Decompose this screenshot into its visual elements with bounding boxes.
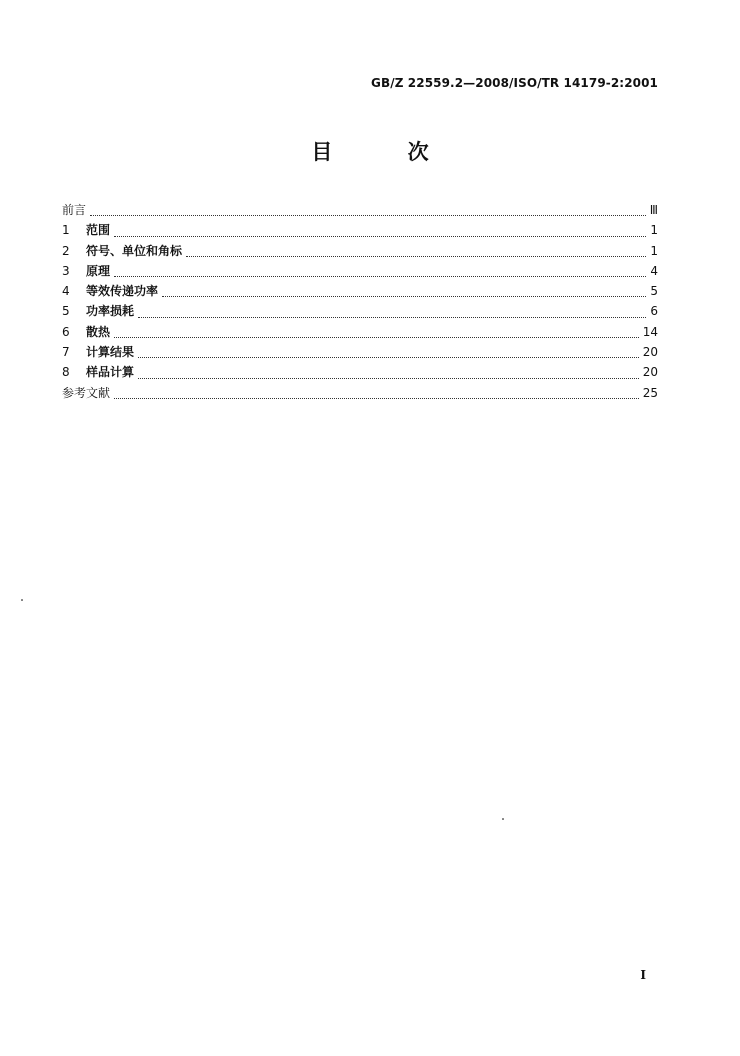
toc-entry[interactable] — [62, 301, 658, 321]
toc-leader-dots — [138, 378, 639, 379]
toc-leader-dots — [114, 337, 639, 338]
toc-leader-dots — [114, 398, 639, 399]
toc-leader-dots — [90, 215, 646, 216]
toc-entry-page: 4 — [650, 263, 658, 278]
toc-entry-page: 1 — [650, 243, 658, 258]
toc-entry[interactable] — [62, 281, 658, 301]
toc-entry-page: 1 — [650, 223, 658, 238]
toc-entry-number: 8 — [62, 365, 70, 380]
toc-entry-page: 6 — [650, 304, 658, 319]
scan-speck — [21, 599, 23, 601]
toc-entry-label: 计算结果 — [86, 345, 135, 360]
toc-entry-number: 3 — [62, 263, 70, 278]
table-of-contents — [62, 200, 658, 403]
scan-speck — [502, 818, 504, 820]
toc-entry-label: 范围 — [86, 223, 111, 238]
toc-entry-number: 4 — [62, 284, 70, 299]
toc-entry[interactable] — [62, 261, 658, 281]
toc-entry-page: 20 — [642, 365, 658, 380]
toc-entry[interactable] — [62, 342, 658, 362]
toc-entry-label: 参考文献 — [62, 385, 111, 400]
page-number: Ⅰ — [640, 968, 646, 982]
toc-entry-number: 1 — [62, 223, 70, 238]
toc-entry-number: 2 — [62, 243, 70, 258]
standard-code: GB/Z 22559.2—2008/ISO/TR 14179-2:2001 — [371, 76, 658, 90]
toc-entry[interactable] — [62, 362, 658, 382]
toc-entry[interactable] — [62, 322, 658, 342]
toc-leader-dots — [114, 276, 646, 277]
toc-entry-label: 符号、单位和角标 — [86, 243, 183, 258]
toc-entry-label: 等效传递功率 — [86, 284, 159, 299]
toc-entry-page: Ⅲ — [649, 203, 658, 217]
toc-leader-dots — [114, 236, 646, 237]
toc-entry-page: 14 — [642, 324, 658, 339]
toc-entry-number: 6 — [62, 324, 70, 339]
toc-entry-label: 散热 — [86, 324, 111, 339]
toc-entry-label: 功率损耗 — [86, 304, 135, 319]
toc-entry-page: 5 — [650, 284, 658, 299]
toc-entry[interactable] — [62, 241, 658, 261]
toc-entry-label: 样品计算 — [86, 365, 135, 380]
toc-leader-dots — [138, 317, 646, 318]
toc-entry-page: 25 — [642, 385, 658, 400]
toc-entry-number: 5 — [62, 304, 70, 319]
toc-entry[interactable] — [62, 200, 658, 220]
toc-leader-dots — [138, 357, 639, 358]
toc-leader-dots — [186, 256, 646, 257]
toc-entry-label: 原理 — [86, 263, 111, 278]
toc-entry-number: 7 — [62, 345, 70, 360]
toc-entry[interactable] — [62, 383, 658, 403]
toc-leader-dots — [162, 296, 646, 297]
toc-entry-label: 前言 — [62, 203, 87, 217]
toc-entry[interactable] — [62, 220, 658, 240]
page-title: 目 次 — [311, 140, 463, 164]
toc-entry-page: 20 — [642, 345, 658, 360]
